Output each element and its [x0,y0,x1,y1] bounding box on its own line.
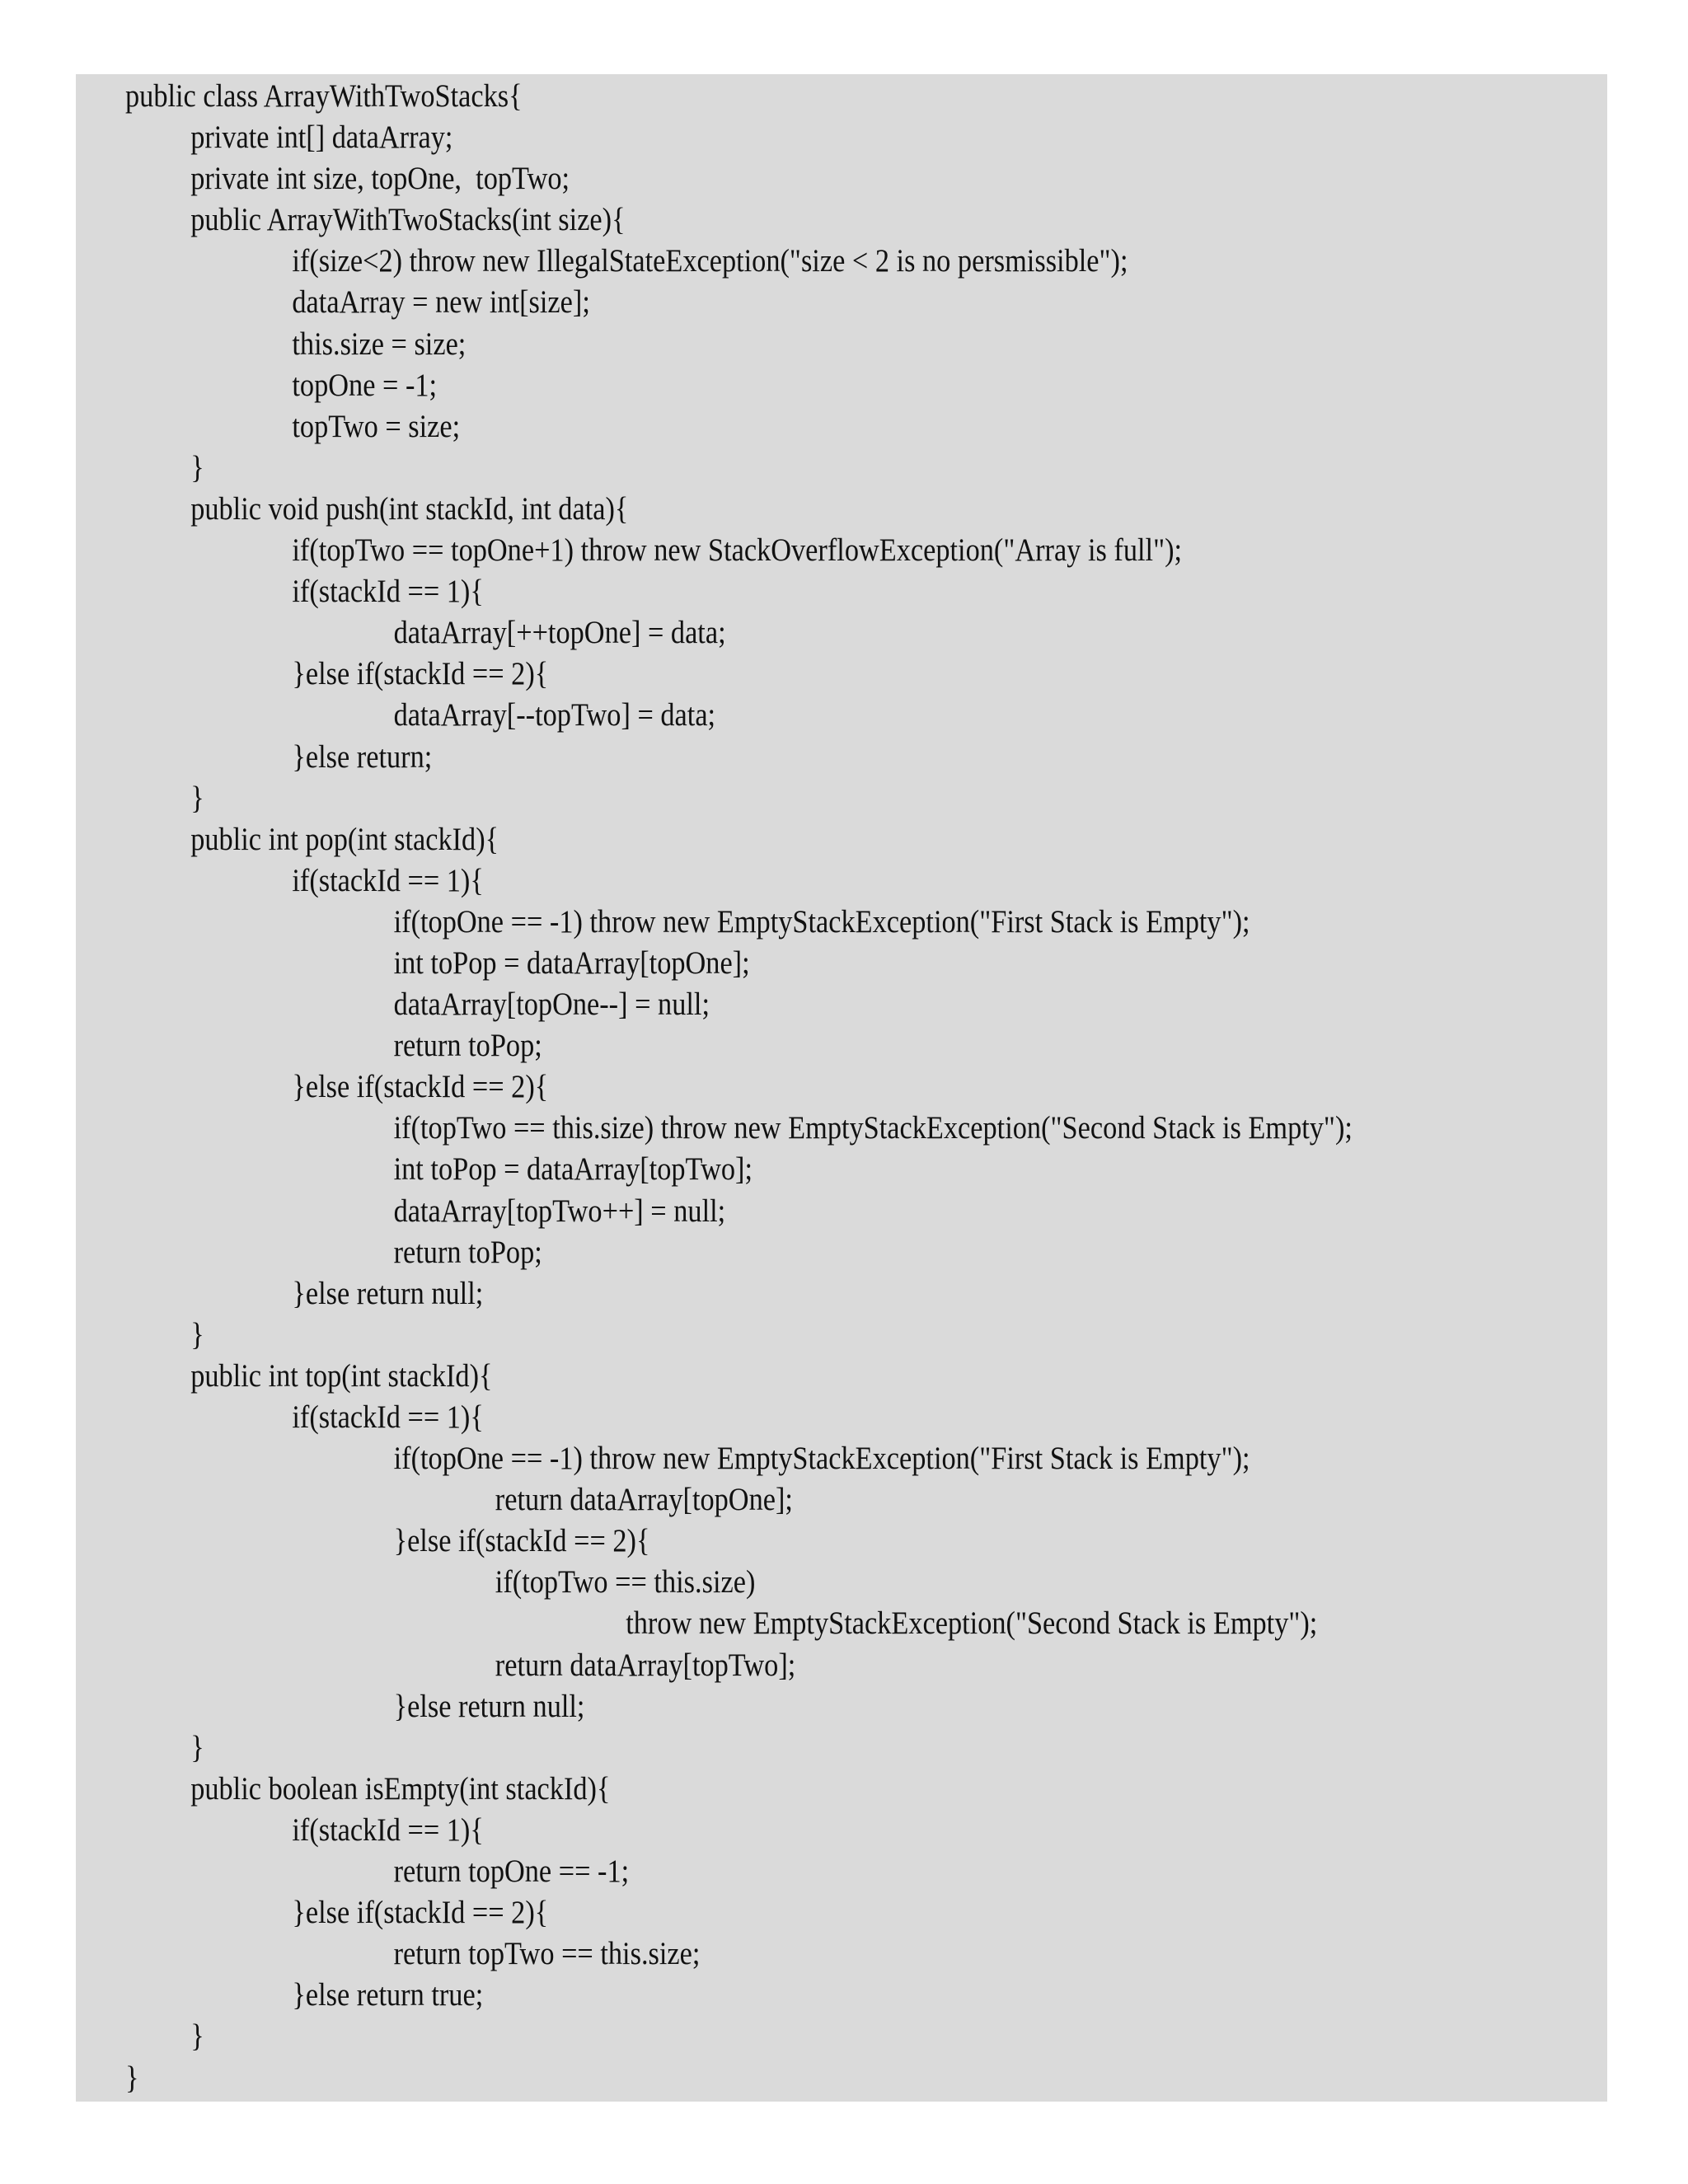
code-line: }else if(stackId == 2){ [292,1069,549,1105]
code-line: if(stackId == 1){ [292,1399,484,1435]
code-line: int toPop = dataArray[topOne]; [393,944,750,981]
code-line: if(topTwo == this.size) [495,1564,756,1601]
code-line: topOne = -1; [292,367,438,403]
code-line: return toPop; [393,1234,542,1270]
code-line: dataArray[topOne--] = null; [393,987,710,1023]
code-line: }else if(stackId == 2){ [292,656,549,692]
code-line: dataArray[topTwo++] = null; [393,1193,726,1229]
code-line: this.size = size; [292,326,467,362]
code-line: if(topOne == -1) throw new EmptyStackException("First Stack is Empty"); [393,1441,1250,1477]
code-line: if(stackId == 1){ [292,574,484,610]
code-line: if(stackId == 1){ [292,862,484,898]
code-line: public int top(int stackId){ [190,1357,493,1394]
code-line: } [190,2018,204,2055]
code-line: private int[] dataArray; [190,120,453,156]
code-line: }else if(stackId == 2){ [292,1895,549,1931]
code-lines [125,76,1520,2099]
code-line: private int size, topOne, topTwo; [190,161,570,197]
code-line: public ArrayWithTwoStacks(int size){ [190,202,626,238]
code-line: } [125,2060,139,2096]
code-line: dataArray = new int[size]; [292,284,590,321]
code-line: return toPop; [393,1028,542,1064]
code-listing-panel [76,74,1607,2102]
code-line: int toPop = dataArray[topTwo]; [393,1151,753,1188]
code-line: } [190,1316,204,1352]
code-line: if(topTwo == topOne+1) throw new StackOverflowException("Array is full"); [292,532,1183,569]
code-line: return dataArray[topTwo]; [495,1647,796,1683]
code-line: } [190,780,204,816]
code-line: public boolean isEmpty(int stackId){ [190,1770,611,1807]
code-line: return topOne == -1; [393,1854,630,1890]
code-line: public void push(int stackId, int data){ [190,490,629,527]
code-line: }else return null; [393,1688,585,1724]
code-line: if(topOne == -1) throw new EmptyStackException("First Stack is Empty"); [393,903,1250,940]
code-line: topTwo = size; [292,408,461,444]
code-line: if(stackId == 1){ [292,1811,484,1848]
code-line: public class ArrayWithTwoStacks{ [125,78,523,114]
code-line: }else return null; [292,1275,484,1311]
code-line: return dataArray[topOne]; [495,1482,793,1518]
code-line: return topTwo == this.size; [393,1936,701,1972]
code-line: public int pop(int stackId){ [190,821,499,857]
code-line: }else return true; [292,1977,484,2013]
code-line: if(topTwo == this.size) throw new EmptyStackException("Second Stack is Empty"); [393,1110,1353,1146]
code-line: if(size<2) throw new IllegalStateException("size < 2 is no persmissible"); [292,243,1128,279]
code-line: }else return; [292,738,433,775]
code-line: dataArray[++topOne] = data; [393,615,726,651]
code-line: } [190,1729,204,1765]
code-line: throw new EmptyStackException("Second Stack is Empty"); [626,1605,1318,1642]
code-line: } [190,449,204,485]
code-line: dataArray[--topTwo] = data; [393,697,716,733]
code-line: }else if(stackId == 2){ [393,1523,650,1559]
